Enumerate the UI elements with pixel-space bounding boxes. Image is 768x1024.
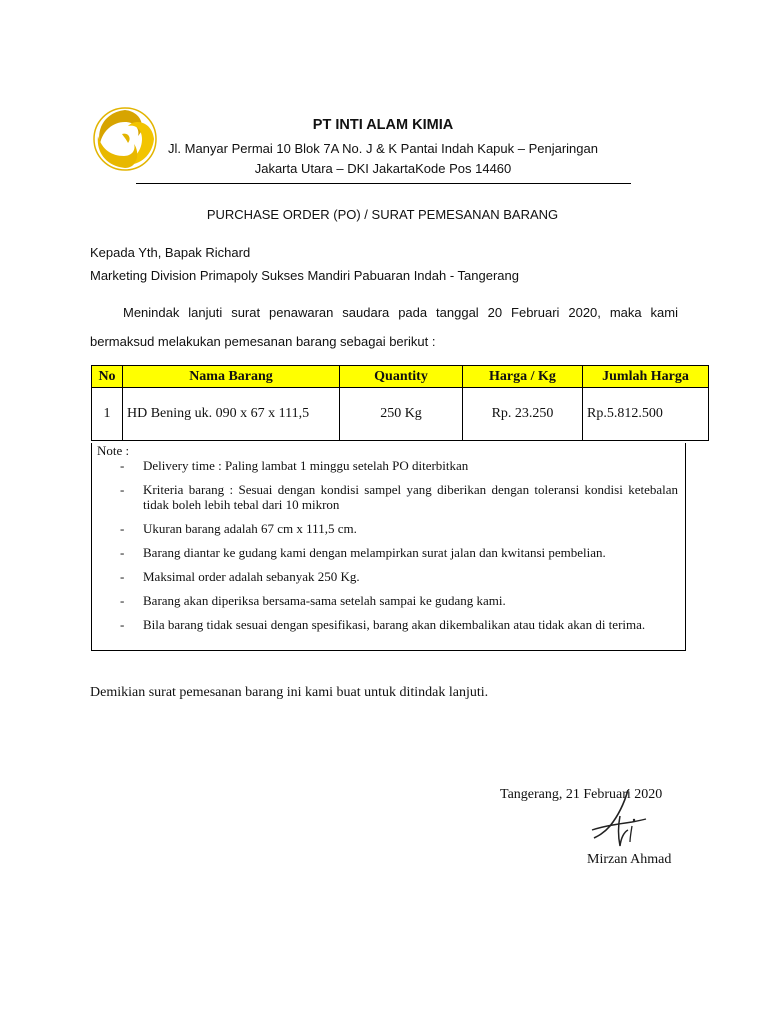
- note-text: Delivery time : Paling lambat 1 minggu setelah PO diterbitkan: [143, 458, 469, 473]
- header-quantity: Quantity: [340, 366, 463, 388]
- order-table: [91, 365, 709, 441]
- notes-list: [92, 458, 685, 641]
- note-text: Maksimal order adalah sebanyak 250 Kg.: [143, 569, 360, 584]
- note-text: Barang akan diperiksa bersama-sama setelah sampai ke gudang kami.: [143, 593, 506, 608]
- header-no: No: [92, 366, 123, 388]
- list-item: - Delivery time : Paling lambat 1 minggu setelah PO diterbitkan: [120, 458, 469, 473]
- company-logo-icon: [92, 106, 158, 172]
- header-price-per-kg: Harga / Kg: [463, 366, 583, 388]
- recipient-division: Marketing Division Primapoly Sukses Mandiri Pabuaran Indah - Tangerang: [90, 268, 519, 283]
- list-item: - Barang akan diperiksa bersama-sama setelah sampai ke gudang kami.: [120, 593, 506, 608]
- company-address-line2: Jakarta Utara – DKI JakartaKode Pos 14460: [254, 161, 512, 176]
- notes-label: Note :: [97, 443, 130, 458]
- table-header-row: [92, 366, 709, 388]
- notes-box: [91, 443, 686, 651]
- place-and-date: Tangerang, 21 Februari 2020: [500, 787, 663, 802]
- note-text: Ukuran barang adalah 67 cm x 111,5 cm.: [143, 521, 357, 536]
- list-item: - Maksimal order adalah sebanyak 250 Kg.: [120, 569, 360, 584]
- cell-quantity: 250 Kg: [340, 388, 463, 441]
- cell-no: 1: [92, 388, 123, 441]
- signature-icon: [588, 786, 650, 852]
- cell-price: Rp. 23.250: [463, 388, 583, 441]
- list-item: - Barang diantar ke gudang kami dengan melampirkan surat jalan dan kwitansi pembelian.: [120, 545, 606, 560]
- company-name: PT INTI ALAM KIMIA: [312, 117, 454, 133]
- note-text: Kriteria barang : Sesuai dengan kondisi sampel yang diberikan dengan toleransi kondisi ketebalan tidak boleh lebih tebal dari 10 mikron: [143, 482, 678, 512]
- note-text: Barang diantar ke gudang kami dengan melampirkan surat jalan dan kwitansi pembelian.: [143, 545, 606, 560]
- cell-item-name: HD Bening uk. 090 x 67 x 111,5: [123, 388, 340, 441]
- header-total-price: Jumlah Harga: [583, 366, 709, 388]
- recipient-name: Kepada Yth, Bapak Richard: [90, 245, 251, 260]
- cell-total: Rp.5.812.500: [583, 388, 709, 441]
- list-item: - Ukuran barang adalah 67 cm x 111,5 cm.: [120, 521, 357, 536]
- company-address-line1: Jl. Manyar Permai 10 Blok 7A No. J & K Pantai Indah Kapuk – Penjaringan: [168, 141, 598, 156]
- table-row: [92, 388, 709, 441]
- document-title: PURCHASE ORDER (PO) / SURAT PEMESANAN BARANG: [206, 207, 559, 222]
- intro-paragraph: Menindak lanjuti surat penawaran saudara pada tanggal 20 Februari 2020, maka kami bermaksud melakukan pemesanan barang sebagai berikut :: [90, 305, 678, 349]
- list-item: - Bila barang tidak sesuai dengan spesifikasi, barang akan dikembalikan atau tidak akan di terima.: [120, 617, 646, 632]
- signer-name: Mirzan Ahmad: [587, 852, 672, 867]
- closing-statement: Demikian surat pemesanan barang ini kami buat untuk ditindak lanjuti.: [90, 685, 489, 700]
- list-item: - Kriteria barang : Sesuai dengan kondisi sampel yang diberikan dengan toleransi kondisi ketebalan tidak boleh lebih tebal dari 10 mikron: [120, 482, 678, 512]
- header-divider: [136, 183, 631, 184]
- note-text: Bila barang tidak sesuai dengan spesifikasi, barang akan dikembalikan atau tidak akan di terima.: [143, 617, 646, 632]
- header-item-name: Nama Barang: [123, 366, 340, 388]
